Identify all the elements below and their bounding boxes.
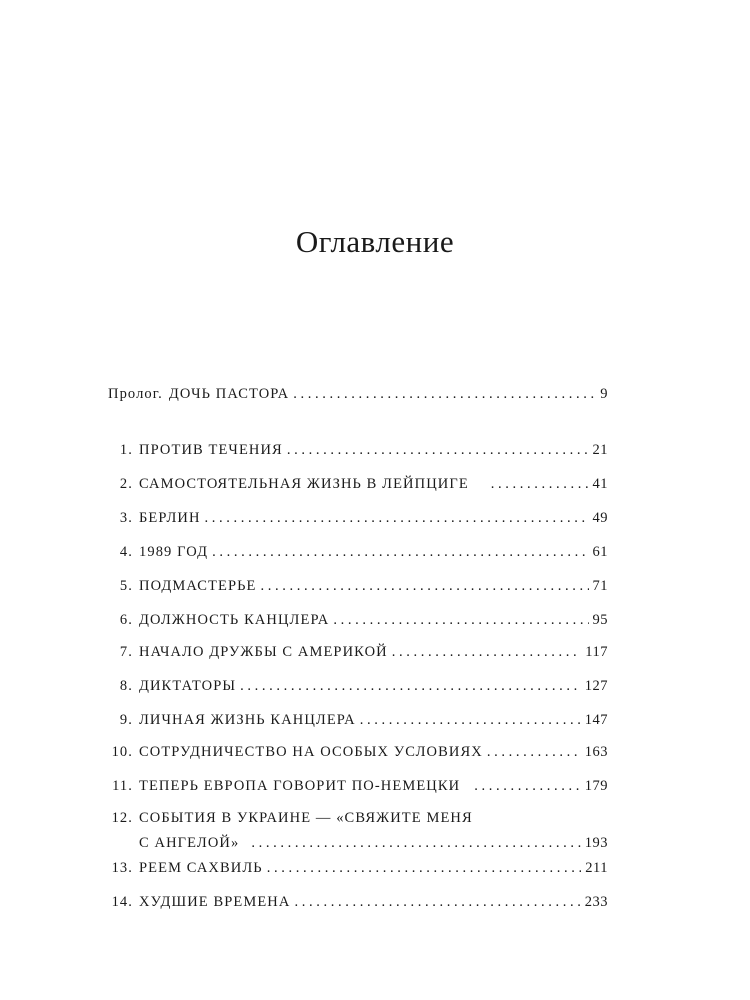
chapter-number: 10. — [111, 744, 133, 760]
toc-entry-chapter-4[interactable] — [108, 542, 608, 562]
chapter-title: НАЧАЛО ДРУЖБЫ С АМЕРИКОЙ — [139, 644, 388, 660]
leader-dots — [293, 384, 596, 404]
chapter-title-continued: С АНГЕЛОЙ» — [139, 835, 240, 851]
chapter-title: САМОСТОЯТЕЛЬНАЯ ЖИЗНЬ В ЛЕЙПЦИГЕ — [139, 476, 469, 492]
toc-entry-chapter-6[interactable] — [108, 610, 608, 630]
leader-dots — [474, 776, 581, 796]
chapter-number: 4. — [119, 544, 133, 560]
page-number: 21 — [592, 442, 608, 458]
leader-dots — [333, 610, 588, 630]
chapter-title: ДОЛЖНОСТЬ КАНЦЛЕРА — [139, 612, 330, 628]
chapter-number: 2. — [119, 476, 133, 492]
prologue-title: ДОЧЬ ПАСТОРА — [168, 386, 290, 402]
leader-dots — [212, 542, 588, 562]
page-number: 61 — [592, 544, 608, 560]
toc-entry-chapter-12[interactable] — [108, 808, 608, 853]
chapter-title: СОТРУДНИЧЕСТВО НА ОСОБЫХ УСЛОВИЯХ — [139, 744, 483, 760]
toc-entry-chapter-5[interactable] — [108, 576, 608, 596]
toc-entry-chapter-9[interactable] — [108, 710, 608, 730]
leader-dots — [240, 676, 581, 696]
leader-dots — [267, 858, 582, 878]
toc-entry-chapter-11[interactable] — [108, 776, 608, 796]
page-number: 95 — [592, 612, 608, 628]
chapter-title: ДИКТАТОРЫ — [139, 678, 237, 694]
chapter-number: 3. — [119, 510, 133, 526]
toc-entry-chapter-8[interactable] — [108, 676, 608, 696]
page-number: 193 — [584, 835, 608, 851]
leader-dots — [360, 710, 581, 730]
leader-dots — [487, 742, 581, 762]
chapter-number: 7. — [119, 644, 133, 660]
leader-dots — [205, 508, 589, 528]
leader-dots — [294, 892, 580, 912]
chapter-title: ПРОТИВ ТЕЧЕНИЯ — [139, 442, 283, 458]
chapter-number: 11. — [112, 778, 133, 794]
page-number: 41 — [592, 476, 608, 492]
chapter-title: СОБЫТИЯ В УКРАИНЕ — «СВЯЖИТЕ МЕНЯ — [139, 810, 473, 826]
page-number: 9 — [600, 386, 608, 402]
chapter-number: 8. — [119, 678, 133, 694]
toc-entry-chapter-7[interactable] — [108, 642, 608, 662]
page-number: 163 — [584, 744, 608, 760]
leader-dots — [287, 440, 589, 460]
chapter-title: ПОДМАСТЕРЬЕ — [139, 578, 257, 594]
chapter-number: 12. — [111, 810, 133, 826]
page-number: 127 — [584, 678, 608, 694]
toc-entry-chapter-14[interactable] — [108, 892, 608, 912]
chapter-number: 1. — [119, 442, 133, 458]
chapter-title: 1989 ГОД — [139, 544, 209, 560]
chapter-number: 14. — [111, 894, 133, 910]
toc-entry-chapter-2[interactable] — [108, 474, 608, 494]
page-number: 49 — [592, 510, 608, 526]
chapter-number: 13. — [111, 860, 133, 876]
page-number: 211 — [585, 860, 608, 876]
leader-dots — [261, 576, 589, 596]
page-number: 233 — [584, 894, 608, 910]
chapter-number: 9. — [119, 712, 133, 728]
toc-entry-chapter-13[interactable] — [108, 858, 608, 878]
prologue-prefix: Пролог. — [108, 386, 163, 402]
chapter-number: 5. — [119, 578, 133, 594]
page-number: 147 — [584, 712, 608, 728]
page-title: Оглавление — [295, 224, 455, 259]
chapter-title: ЛИЧНАЯ ЖИЗНЬ КАНЦЛЕРА — [139, 712, 356, 728]
chapter-title: РЕЕМ САХВИЛЬ — [139, 860, 263, 876]
toc-entry-chapter-1[interactable] — [108, 440, 608, 460]
toc-entry-chapter-10[interactable] — [108, 742, 608, 762]
leader-dots — [392, 642, 582, 662]
toc-entry-chapter-3[interactable] — [108, 508, 608, 528]
chapter-title: ХУДШИЕ ВРЕМЕНА — [139, 894, 291, 910]
page-number: 71 — [592, 578, 608, 594]
toc-entry-prologue[interactable] — [108, 384, 608, 404]
chapter-title: ТЕПЕРЬ ЕВРОПА ГОВОРИТ ПО-НЕМЕЦКИ — [139, 778, 461, 794]
chapter-title: БЕРЛИН — [139, 510, 201, 526]
leader-dots — [491, 474, 589, 494]
chapter-number: 6. — [119, 612, 133, 628]
page-number: 179 — [584, 778, 608, 794]
leader-dots — [251, 833, 580, 853]
page-number: 117 — [585, 644, 608, 660]
